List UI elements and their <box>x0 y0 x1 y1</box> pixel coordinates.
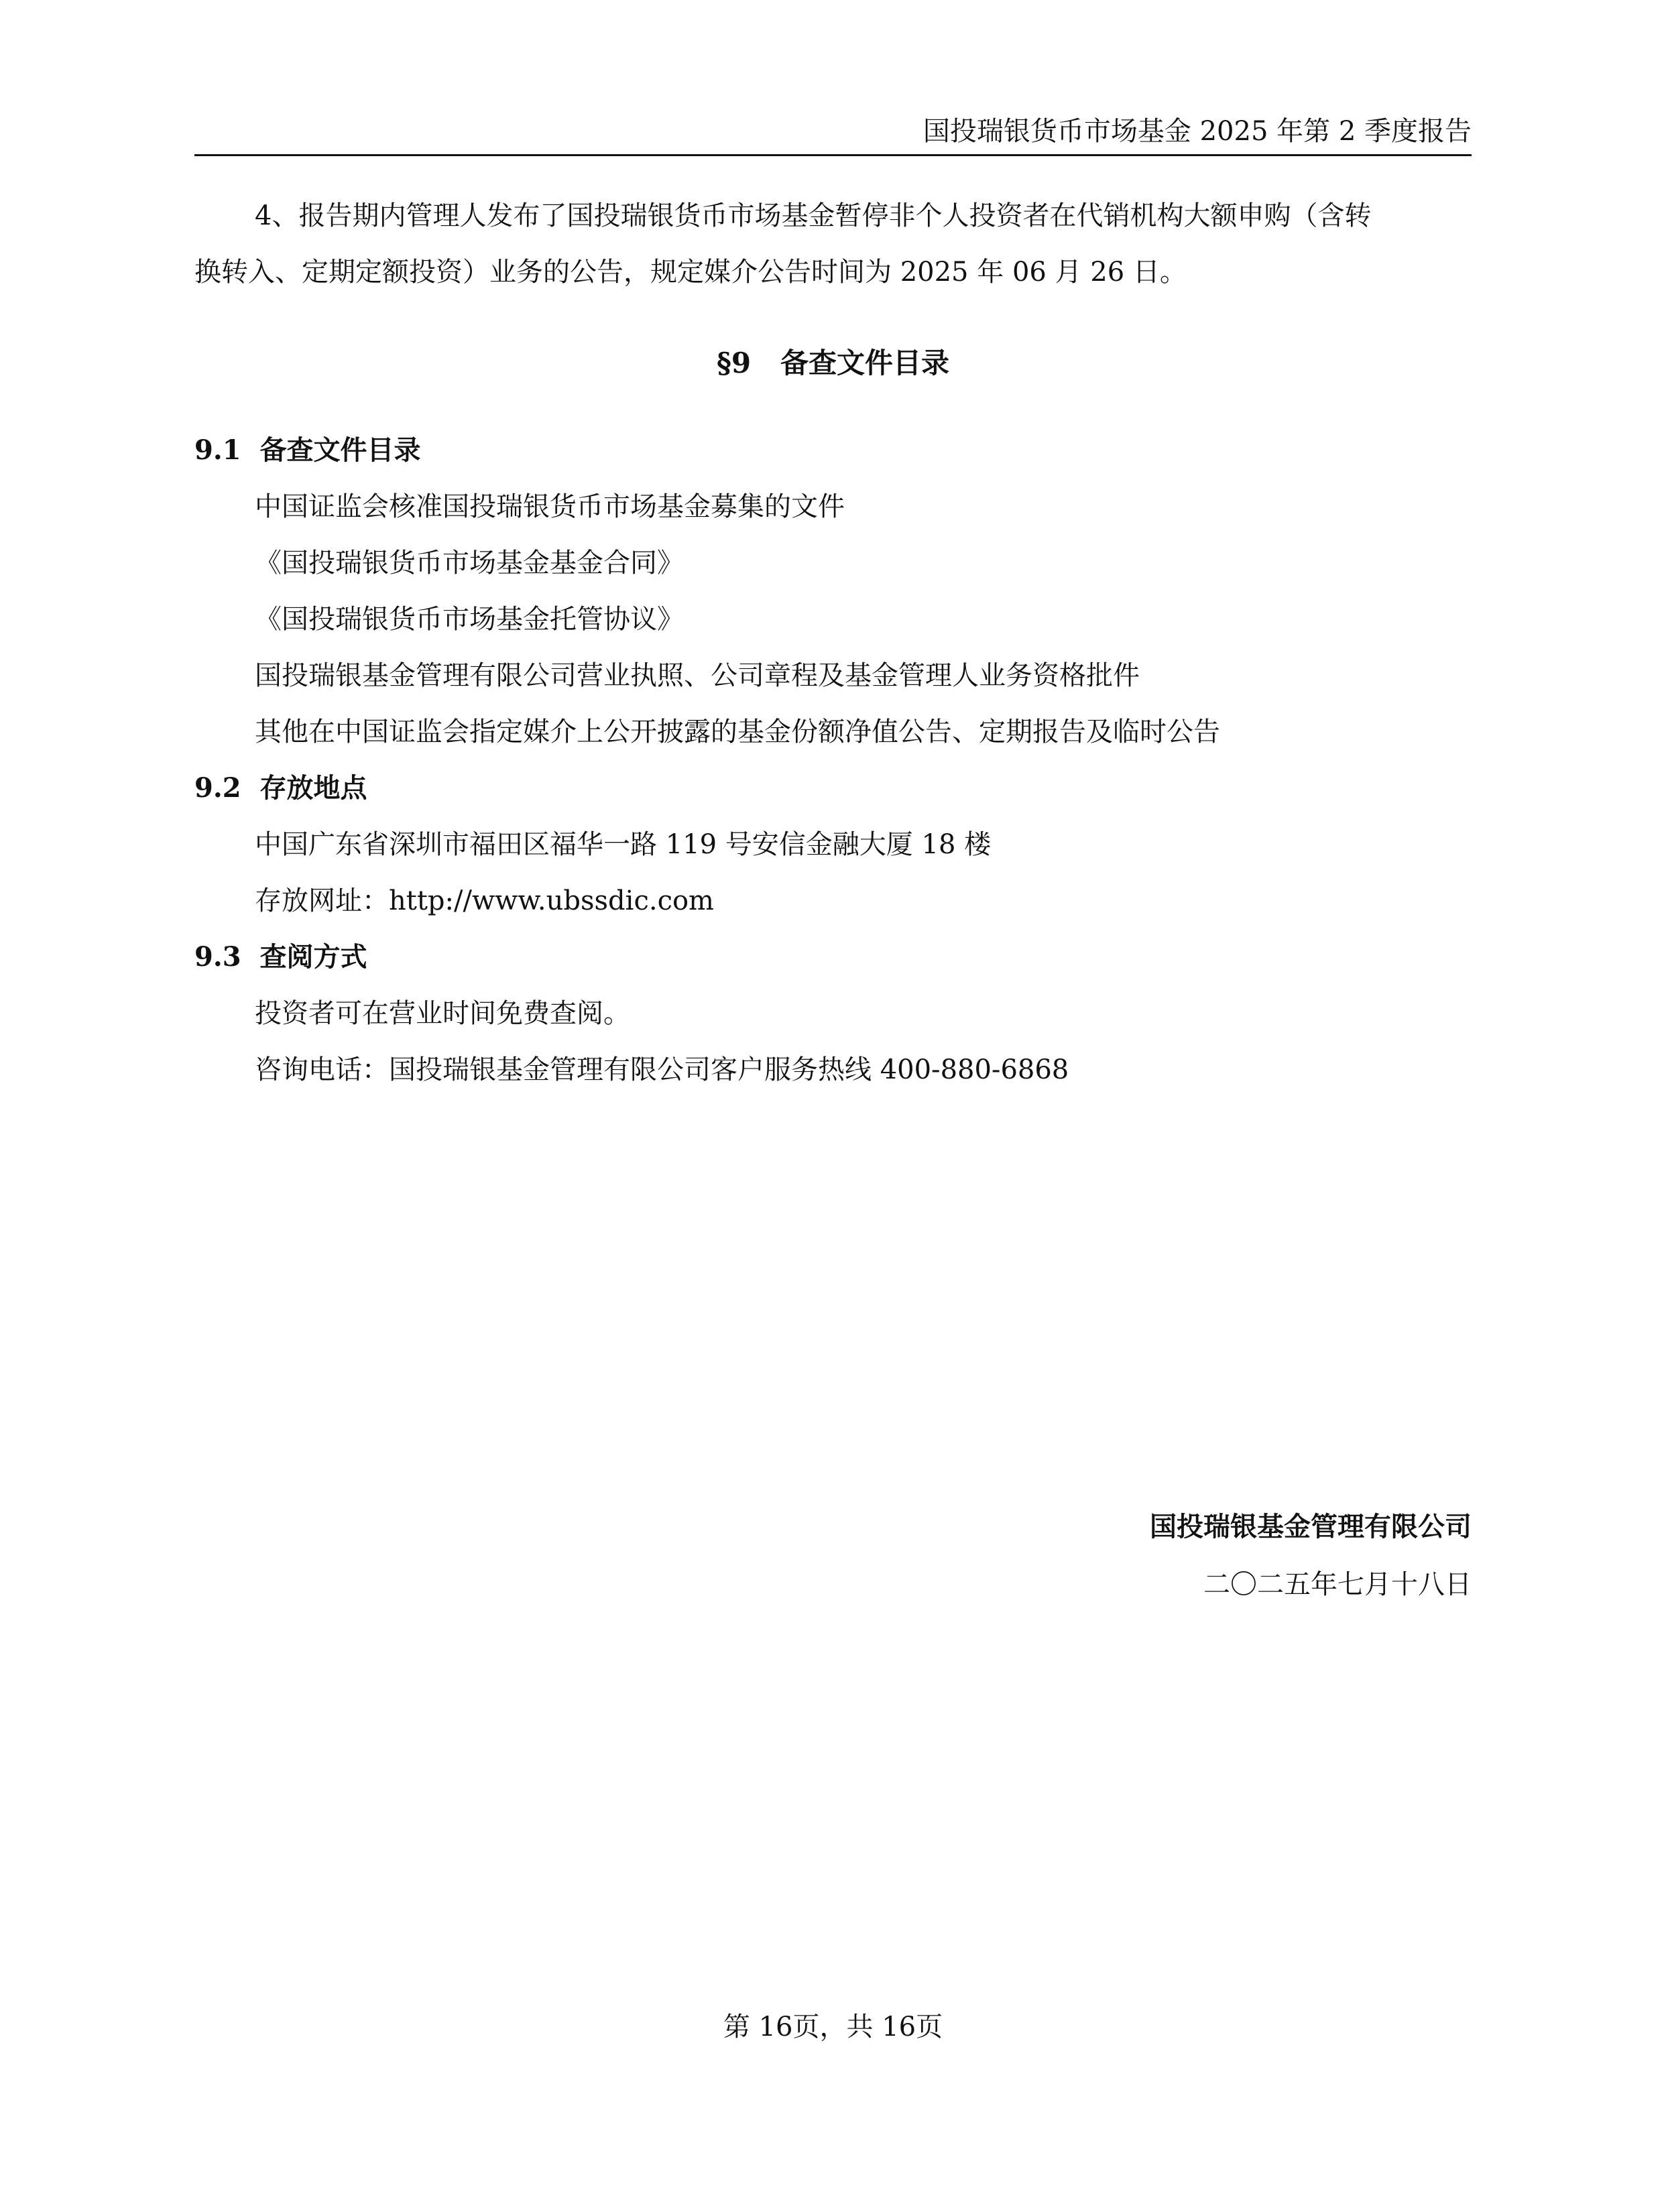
intro-paragraph-line-1: 4、报告期内管理人发布了国投瑞银货币市场基金暂停非个人投资者在代销机构大额申购（含转 <box>255 200 1372 231</box>
signature-date: 二〇二五年七月十八日 <box>1203 1569 1472 1600</box>
page-number-footer: 第 16页，共 16页 <box>723 2012 943 2042</box>
section-9-title: §9 备查文件目录 <box>716 347 950 379</box>
report-header-title: 国投瑞银货币市场基金 2025 年第 2 季度报告 <box>923 116 1472 147</box>
header-divider <box>194 154 1472 156</box>
list-item: 《国投瑞银货币市场基金托管协议》 <box>255 604 684 635</box>
list-item: 投资者可在营业时间免费查阅。 <box>255 998 630 1029</box>
list-item: 中国广东省深圳市福田区福华一路 119 号安信金融大厦 18 楼 <box>255 829 992 860</box>
list-item: 存放网址：http://www.ubssdic.com <box>255 885 714 916</box>
list-item: 国投瑞银基金管理有限公司营业执照、公司章程及基金管理人业务资格批件 <box>255 660 1140 691</box>
list-item: 中国证监会核准国投瑞银货币市场基金募集的文件 <box>255 491 845 522</box>
signature-company: 国投瑞银基金管理有限公司 <box>1150 1511 1472 1542</box>
subsection-9-1-heading: 9.1 备查文件目录 <box>194 434 421 466</box>
list-item: 咨询电话：国投瑞银基金管理有限公司客户服务热线 400-880-6868 <box>255 1054 1069 1085</box>
list-item: 其他在中国证监会指定媒介上公开披露的基金份额净值公告、定期报告及临时公告 <box>255 717 1220 747</box>
intro-paragraph-line-2: 换转入、定期定额投资）业务的公告，规定媒介公告时间为 2025 年 06 月 26 日。 <box>194 257 1187 288</box>
subsection-9-3-heading: 9.3 查阅方式 <box>194 941 367 973</box>
subsection-9-2-heading: 9.2 存放地点 <box>194 772 367 804</box>
list-item: 《国投瑞银货币市场基金基金合同》 <box>255 548 684 578</box>
